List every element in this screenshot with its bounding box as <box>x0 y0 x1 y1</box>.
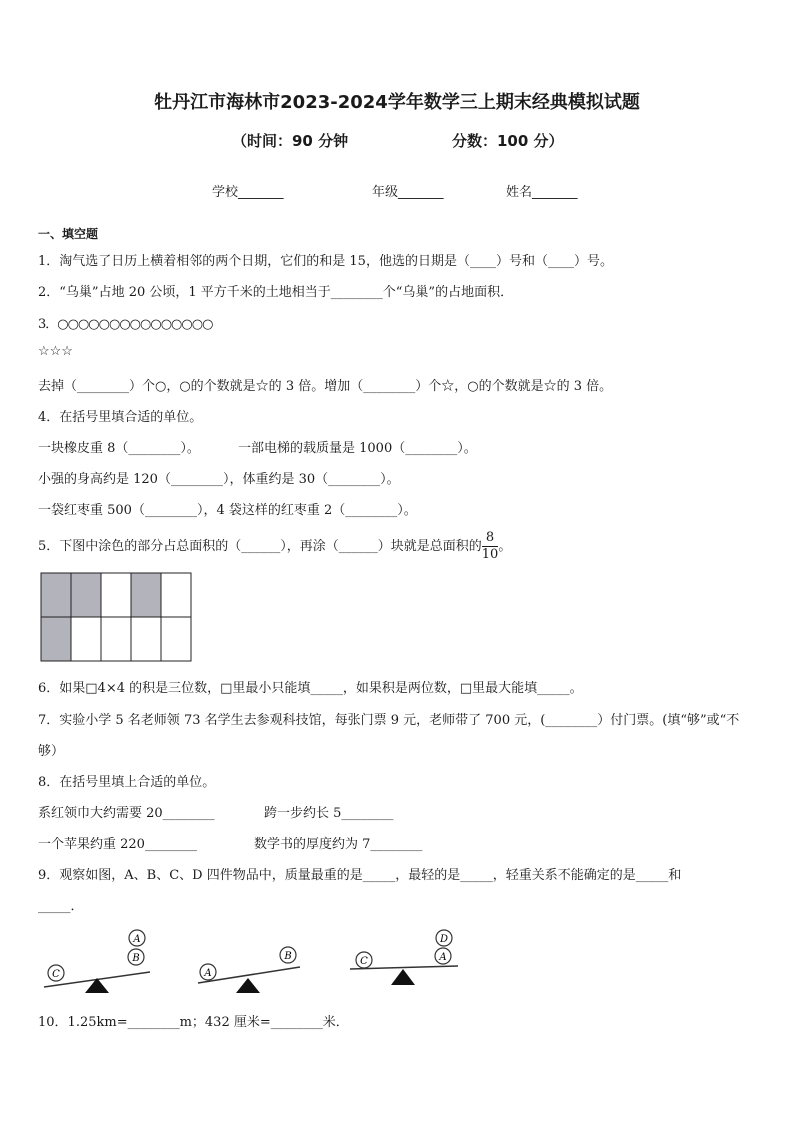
question-8-d: 数学书的厚度约为 7________ <box>254 837 423 852</box>
fulcrum <box>391 969 415 985</box>
question-5-text: 5．下图中涂色的部分占总面积的（______），再涂（______）块就是总面积的 <box>38 539 482 554</box>
exam-score: 分数：100 分） <box>452 132 564 150</box>
question-3-circles: 3．○○○○○○○○○○○○○○○ <box>38 317 213 332</box>
question-8-c: 一个苹果约重 220________ <box>38 837 197 852</box>
fraction <box>482 530 499 563</box>
grid-cell-shaded <box>131 573 161 617</box>
question-5-end: 。 <box>498 539 512 554</box>
fulcrum <box>236 978 260 993</box>
balance-1 <box>44 930 150 993</box>
grid-cell <box>161 573 191 617</box>
question-9-cont: _____． <box>38 899 84 914</box>
label-c: C <box>52 969 60 980</box>
label-d: D <box>439 934 449 945</box>
question-3-stars: ☆☆☆ <box>38 344 73 359</box>
school-field[interactable]: 学校_______ <box>212 185 284 200</box>
grid-cell <box>101 617 131 661</box>
label-a: A <box>133 934 141 945</box>
section-heading: 一、填空题 <box>38 227 99 241</box>
question-4-d: 一袋红枣重 500（________），4 袋这样的红枣重 2（________）。 <box>38 503 417 518</box>
question-8-a: 系红领巾大约需要 20________ <box>38 806 215 821</box>
grid-cell <box>131 617 161 661</box>
grid-cell-shaded <box>71 573 101 617</box>
label-b: B <box>284 951 292 962</box>
question-10: 10．1.25km=________m；432 厘米=________米． <box>38 1015 349 1030</box>
question-4-b: 一部电梯的载质量是 1000（________）。 <box>238 441 477 456</box>
shaded-grid <box>40 572 194 664</box>
fraction-numerator: 8 <box>482 530 499 547</box>
label-b: B <box>132 953 140 964</box>
question-8: 8．在括号里填上合适的单位。 <box>38 775 216 790</box>
grid-cell-shaded <box>41 573 71 617</box>
exam-time: （时间：90 分钟 <box>232 132 349 150</box>
label-a: A <box>204 968 212 979</box>
page-title: 牡丹江市海林市2023-2024学年数学三上期末经典模拟试题 <box>154 92 640 113</box>
question-7: 7．实验小学 5 名老师领 73 名学生去参观科技馆，每张门票 9 元，老师带了 700 元，(________）付门票。(填“够”或“不 <box>38 713 740 728</box>
label-c: C <box>360 956 368 967</box>
question-9: 9．观察如图，A、B、C、D 四件物品中，质量最重的是_____，最轻的是_____，轻重关系不能确定的是_____和 <box>38 868 682 883</box>
question-2: 2．“乌巢”占地 20 公顷，1 平方千米的土地相当于________个“乌巢”的占地面积． <box>38 285 514 300</box>
question-4: 4．在括号里填合适的单位。 <box>38 410 203 425</box>
balance-figures <box>38 925 468 997</box>
balance-3 <box>350 930 458 985</box>
question-8-b: 跨一步约长 5________ <box>264 806 394 821</box>
name-field[interactable]: 姓名_______ <box>506 185 578 200</box>
question-6: 6．如果□4×4 的积是三位数，□里最小只能填_____，如果积是两位数，□里最大能填_____。 <box>38 681 583 696</box>
question-5 <box>38 530 511 563</box>
question-4-c: 小强的身高约是 120（________），体重约是 30（________）。 <box>38 472 400 487</box>
question-4-a: 一块橡皮重 8（________）。 <box>38 441 200 456</box>
grid-cell-shaded <box>41 617 71 661</box>
balance-2 <box>198 947 300 993</box>
question-7-cont: 够） <box>38 744 65 759</box>
grid-cell <box>161 617 191 661</box>
grid-cell <box>101 573 131 617</box>
question-1: 1．淘气选了日历上横着相邻的两个日期，它们的和是 15，他选的日期是（____）号和（____）号。 <box>38 254 613 269</box>
fraction-denominator: 10 <box>481 547 499 562</box>
question-3-text: 去掉（________）个○，○的个数就是☆的 3 倍。增加（________）个☆，○的个数就是☆的 3 倍。 <box>38 379 613 394</box>
grid-cell <box>71 617 101 661</box>
grade-field[interactable]: 年级_______ <box>372 185 444 200</box>
label-a: A <box>439 952 447 963</box>
